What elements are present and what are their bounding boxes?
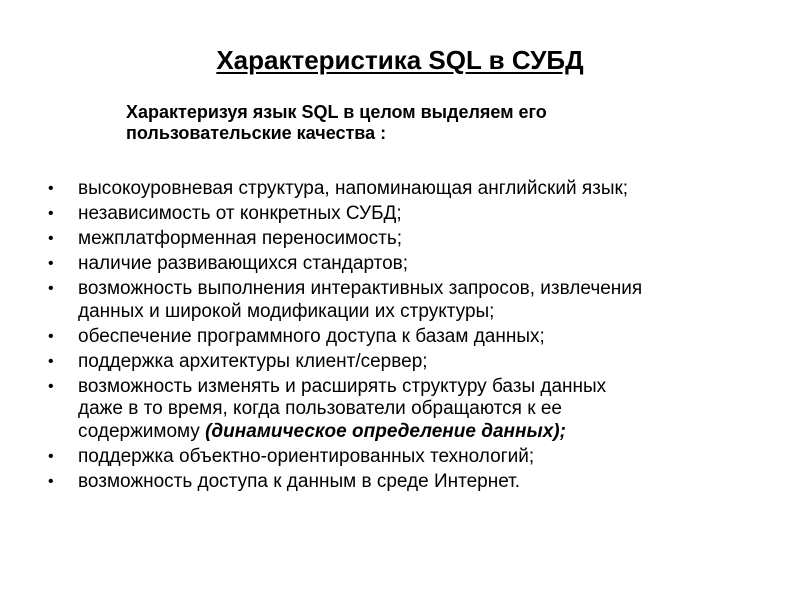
list-item — [44, 376, 764, 444]
list-item-text: данных и широкой модификации их структуры; — [78, 300, 495, 322]
feature-list — [44, 178, 764, 496]
list-item-text: возможность доступа к данным в среде Интернет. — [78, 470, 521, 492]
bullet-icon: • — [48, 377, 54, 395]
slide-title: Характеристика SQL в СУБД — [216, 45, 584, 75]
bullet-icon: • — [48, 352, 54, 370]
bullet-icon: • — [48, 472, 54, 490]
emphasis-text: (динамическое определение данных); — [205, 420, 566, 442]
bullet-icon: • — [48, 255, 54, 272]
bullet-icon: • — [48, 447, 54, 465]
list-item — [44, 178, 764, 201]
list-item-text: поддержка архитектуры клиент/сервер; — [78, 350, 428, 372]
list-item-text: возможность изменять и расширять структуру базы данных — [78, 375, 607, 397]
bullet-icon: • — [48, 280, 54, 297]
list-item — [44, 253, 764, 276]
list-item-text — [78, 421, 764, 444]
list-item — [44, 278, 764, 323]
list-item-text: поддержка объектно-ориентированных технологий; — [78, 445, 535, 467]
bullet-icon: • — [48, 327, 54, 345]
list-item-text: независимость от конкретных СУБД; — [78, 203, 402, 224]
intro-line: Характеризуя язык SQL в целом выделяем его — [126, 102, 547, 122]
list-item — [44, 228, 764, 251]
list-item-text: наличие развивающихся стандартов; — [78, 253, 409, 274]
list-item-text-prefix: содержимому — [78, 420, 206, 442]
list-item — [44, 351, 764, 374]
list-item-text: обеспечение программного доступа к базам данных; — [78, 325, 545, 347]
list-item-text: даже в то время, когда пользователи обращаются к ее — [78, 398, 562, 419]
list-item — [44, 203, 764, 226]
intro-line: пользовательские качества : — [126, 123, 387, 143]
bullet-icon: • — [48, 230, 54, 247]
list-item — [44, 446, 764, 469]
intro-text — [126, 102, 686, 144]
bullet-icon: • — [48, 180, 54, 197]
list-item — [44, 326, 764, 349]
list-item-text: высокоуровневая структура, напоминающая английский язык; — [78, 178, 629, 199]
bullet-icon: • — [48, 205, 54, 222]
list-item-text: возможность выполнения интерактивных запросов, извлечения — [78, 278, 643, 299]
list-item-text: межплатформенная переносимость; — [78, 228, 403, 249]
list-item — [44, 471, 764, 494]
